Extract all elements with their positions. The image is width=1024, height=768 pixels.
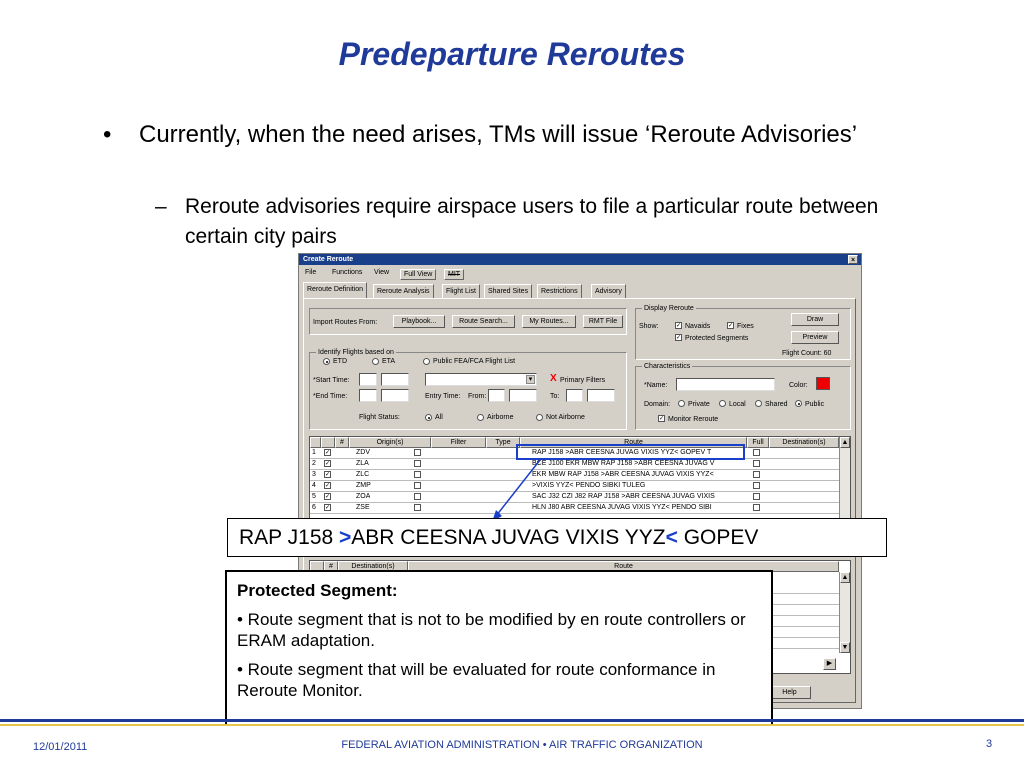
col-header-destination[interactable]: Destination(s)	[769, 437, 839, 448]
footer-rule-blue	[0, 719, 1024, 722]
protected-segment-heading: Protected Segment:	[237, 581, 398, 600]
etd-label: ETD	[333, 358, 347, 365]
row-filter-checkbox[interactable]	[414, 460, 421, 467]
playbook-button[interactable]: Playbook...	[393, 315, 445, 328]
row-checkbox[interactable]: ✓	[325, 505, 331, 511]
filter-dropdown[interactable]	[425, 373, 537, 386]
col-header-check	[321, 437, 335, 448]
entry-time-label: Entry Time:	[425, 393, 461, 400]
col-header-full[interactable]: Full	[747, 437, 769, 448]
identify-flights-label: Identify Flights based on	[318, 349, 394, 356]
domain-public-radio[interactable]	[795, 400, 802, 407]
row-route: >VIXIS YYZ< PENDO SIBKI TULEG	[532, 482, 646, 489]
rmt-file-button[interactable]: RMT File	[583, 315, 623, 328]
scroll-down-icon[interactable]: ▼	[841, 644, 849, 651]
show-label: Show:	[639, 323, 659, 330]
domain-local-label: Local	[729, 401, 746, 408]
route-search-button[interactable]: Route Search...	[452, 315, 515, 328]
to-time-input[interactable]	[587, 389, 615, 402]
lower-table-scrollbar[interactable]	[839, 572, 850, 653]
name-label: *Name:	[644, 382, 668, 389]
status-all-label: All	[435, 414, 443, 421]
route-callout	[227, 518, 887, 557]
bullet-marker: •	[103, 121, 112, 148]
row-origin: ZLA	[356, 460, 369, 467]
fixes-label: Fixes	[737, 323, 754, 330]
route-table-scrollbar[interactable]	[839, 437, 850, 521]
table-row[interactable]	[310, 503, 839, 514]
status-all-radio[interactable]	[425, 414, 432, 421]
row-filter-checkbox[interactable]	[414, 493, 421, 500]
col-header-filter[interactable]: Filter	[431, 437, 486, 448]
reroute-name-input[interactable]	[676, 378, 775, 391]
monitor-reroute-checkbox[interactable]: ✓	[659, 416, 665, 422]
row-full-checkbox[interactable]	[753, 471, 760, 478]
row-full-checkbox[interactable]	[753, 482, 760, 489]
protected-segments-label: Protected Segments	[685, 335, 749, 342]
domain-local-radio[interactable]	[719, 400, 726, 407]
row-route: HLN J80 ABR CEESNA JUVAG VIXIS YYZ< PENDO SIBI	[532, 504, 712, 511]
footer-date: 12/01/2011	[33, 741, 88, 753]
end-time-input[interactable]	[381, 389, 409, 402]
lower-col-header-destination[interactable]: Destination(s)	[338, 561, 408, 572]
characteristics-label: Characteristics	[644, 363, 691, 370]
col-header-type[interactable]: Type	[486, 437, 520, 448]
tab-restrictions[interactable]: Restrictions	[537, 284, 582, 298]
my-routes-button[interactable]: My Routes...	[522, 315, 576, 328]
table-row[interactable]	[310, 459, 839, 470]
protected-segment-point: • Route segment that will be evaluated for route conformance in Reroute Monitor.	[237, 660, 716, 700]
table-row[interactable]	[310, 492, 839, 503]
start-time-input[interactable]	[381, 373, 409, 386]
from-label: From:	[468, 393, 487, 400]
row-number: 4	[312, 482, 316, 489]
domain-label: Domain:	[644, 401, 671, 408]
protected-segments-checkbox[interactable]: ✓	[676, 335, 682, 341]
row-route: BCE J100 EKR MBW RAP J158 >ABR CEESNA JUVAG V	[532, 460, 715, 467]
row-full-checkbox[interactable]	[753, 504, 760, 511]
row-route: RAP J158 >ABR CEESNA JUVAG VIXIS YYZ< GOPEV T	[532, 449, 712, 456]
bullet-text: Currently, when the need arises, TMs will issue ‘Reroute Advisories’	[139, 121, 858, 148]
menu-functions[interactable]: Functions	[332, 269, 363, 276]
callout-suffix: GOPEV	[677, 526, 759, 549]
domain-shared-radio[interactable]	[755, 400, 762, 407]
lower-col-header-route[interactable]: Route	[408, 561, 839, 572]
menu-view[interactable]: View	[374, 269, 390, 276]
dropdown-arrow-icon: ▾	[526, 375, 535, 384]
domain-public-label: Public	[805, 401, 825, 408]
table-row[interactable]	[310, 470, 839, 481]
start-date-input[interactable]	[359, 373, 377, 386]
row-number: 3	[312, 471, 316, 478]
row-filter-checkbox[interactable]	[414, 504, 421, 511]
row-full-checkbox[interactable]	[753, 460, 760, 467]
status-airborne-label: Airborne	[487, 414, 514, 421]
row-checkbox[interactable]: ✓	[325, 450, 331, 456]
domain-private-radio[interactable]	[678, 400, 685, 407]
display-reroute-group	[635, 305, 851, 360]
tab-flight-list[interactable]: Flight List	[442, 284, 480, 298]
close-icon[interactable]: ×	[848, 255, 858, 264]
dash-marker: –	[155, 195, 167, 218]
footer-rule-gold	[0, 724, 1024, 726]
row-number: 5	[312, 493, 316, 500]
full-view-button[interactable]: Full View	[400, 269, 436, 280]
menu-bar	[299, 267, 861, 279]
row-number: 1	[312, 449, 316, 456]
characteristics-group	[635, 363, 851, 430]
draw-button[interactable]: Draw	[791, 313, 839, 326]
eta-radio[interactable]	[372, 358, 379, 365]
navaids-label: Navaids	[685, 323, 711, 330]
callout-prefix: RAP J158	[239, 526, 340, 549]
flight-status-label: Flight Status:	[359, 414, 400, 421]
route-highlight-box	[516, 444, 745, 460]
row-filter-checkbox[interactable]	[414, 482, 421, 489]
import-routes-group	[309, 308, 627, 335]
from-date-input[interactable]	[488, 389, 505, 402]
row-checkbox[interactable]: ✓	[325, 494, 331, 500]
mit-button[interactable]: MIT	[444, 269, 464, 280]
col-header-index: #	[335, 437, 349, 448]
etd-radio[interactable]	[323, 358, 330, 365]
row-origin: ZSE	[356, 504, 370, 511]
protected-segment-point: • Route segment that is not to be modified by en route controllers or ERAM adaptation.	[237, 610, 746, 650]
identify-flights-group	[309, 349, 627, 430]
lower-col-header-index: #	[324, 561, 338, 572]
protected-end-marker: <	[665, 526, 678, 549]
row-full-checkbox[interactable]	[753, 449, 760, 456]
window-titlebar	[299, 254, 861, 265]
col-header-origin[interactable]: Origin(s)	[349, 437, 431, 448]
domain-private-label: Private	[688, 401, 710, 408]
tab-advisory[interactable]: Advisory	[591, 284, 626, 298]
import-label: Import Routes From:	[313, 319, 378, 326]
protected-segment-box	[225, 570, 773, 726]
status-not-airborne-radio[interactable]	[536, 414, 543, 421]
col-header-route[interactable]: Route	[520, 437, 747, 448]
start-time-label: *Start Time:	[313, 377, 350, 384]
to-date-input[interactable]	[566, 389, 583, 402]
status-airborne-radio[interactable]	[477, 414, 484, 421]
public-list-radio[interactable]	[423, 358, 430, 365]
sub-bullet-text: Reroute advisories require airspace users to file a particular route between certain city pairs	[185, 195, 879, 248]
row-route: EKR MBW RAP J158 >ABR CEESNA JUVAG VIXIS YYZ<	[532, 471, 714, 478]
scroll-up-icon[interactable]: ▲	[841, 574, 849, 581]
tab-reroute-analysis[interactable]: Reroute Analysis	[373, 284, 434, 298]
color-swatch[interactable]	[816, 377, 830, 390]
primary-filters-label[interactable]: Primary Filters	[560, 377, 606, 384]
row-checkbox[interactable]: ✓	[325, 483, 331, 489]
tab-shared-sites[interactable]: Shared Sites	[484, 284, 532, 298]
from-time-input[interactable]	[509, 389, 537, 402]
preview-button[interactable]: Preview	[791, 331, 839, 344]
row-origin: ZDV	[356, 449, 370, 456]
monitor-reroute-label: Monitor Reroute	[668, 416, 719, 423]
row-origin: ZMP	[356, 482, 371, 489]
col-header-num	[310, 437, 321, 448]
table-row[interactable]	[310, 481, 839, 492]
slide-title: Predeparture Reroutes	[338, 36, 686, 72]
end-time-label: *End Time:	[313, 393, 348, 400]
row-filter-checkbox[interactable]	[414, 449, 421, 456]
end-date-input[interactable]	[359, 389, 377, 402]
row-checkbox[interactable]: ✓	[325, 472, 331, 478]
eta-label: ETA	[382, 358, 396, 365]
fixes-checkbox[interactable]: ✓	[728, 323, 734, 329]
x-mark-icon: X	[550, 373, 557, 384]
row-filter-checkbox[interactable]	[414, 471, 421, 478]
row-number: 6	[312, 504, 316, 511]
arrow-line	[496, 460, 540, 516]
flight-count: Flight Count: 60	[782, 350, 832, 357]
row-full-checkbox[interactable]	[753, 493, 760, 500]
domain-shared-label: Shared	[765, 401, 788, 408]
row-number: 2	[312, 460, 316, 467]
display-reroute-label: Display Reroute	[644, 305, 694, 312]
row-route: SAC J32 CZI J82 RAP J158 >ABR CEESNA JUVAG VIXIS	[532, 493, 715, 500]
menu-file[interactable]: File	[305, 269, 317, 276]
navaids-checkbox[interactable]: ✓	[676, 323, 682, 329]
scroll-right-icon[interactable]: ▶	[823, 658, 836, 670]
row-origin: ZLC	[356, 471, 370, 478]
protected-start-marker: >	[339, 526, 352, 549]
public-list-label: Public FEA/FCA Flight List	[433, 358, 516, 365]
to-label: To:	[550, 393, 560, 400]
callout-protected-segment: ABR CEESNA JUVAG VIXIS YYZ	[351, 526, 666, 549]
help-button[interactable]: Help	[768, 686, 811, 699]
row-checkbox[interactable]: ✓	[325, 461, 331, 467]
color-label: Color:	[789, 382, 808, 389]
tab-reroute-definition[interactable]: Reroute Definition	[303, 282, 367, 298]
status-not-airborne-label: Not Airborne	[546, 414, 585, 421]
footer-organization: FEDERAL AVIATION ADMINISTRATION • AIR TRAFFIC ORGANIZATION	[341, 739, 703, 751]
scroll-up-icon[interactable]: ▲	[841, 439, 849, 446]
window-title: Create Reroute	[303, 256, 354, 263]
page-number: 3	[986, 738, 993, 750]
row-origin: ZOA	[356, 493, 371, 500]
